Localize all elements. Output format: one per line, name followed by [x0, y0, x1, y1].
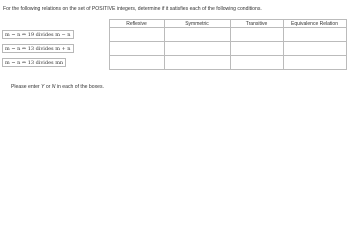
- answer-cell: [230, 28, 283, 42]
- answer-input-row2-symmetric[interactable]: [165, 43, 230, 55]
- table-row: [2, 56, 346, 70]
- answer-input-row3-equivalence[interactable]: [284, 57, 346, 69]
- relation-label-cell: [2, 56, 109, 70]
- answer-cell: [164, 28, 230, 42]
- note-prefix: Please enter: [11, 84, 42, 90]
- column-header-transitive: Transitive: [230, 20, 283, 28]
- answer-cell: [283, 56, 346, 70]
- column-header-equivalence-relation: Equivalence Relation: [283, 20, 346, 28]
- answer-input-row1-reflexive[interactable]: [110, 29, 164, 41]
- answer-input-row2-reflexive[interactable]: [110, 43, 164, 55]
- answer-input-row2-transitive[interactable]: [231, 43, 283, 55]
- relation-label-cell: [2, 28, 109, 42]
- note-suffix: in each of the boxes.: [55, 84, 104, 90]
- header-row: [2, 20, 346, 28]
- answer-cell: [109, 42, 164, 56]
- answer-cell: [164, 42, 230, 56]
- answer-input-row2-equivalence[interactable]: [284, 43, 346, 55]
- relation-label-cell: [2, 42, 109, 56]
- answer-cell: [230, 56, 283, 70]
- relation-label: m ~ n ⇔ 19 divides m − n: [2, 30, 74, 39]
- answer-input-row3-reflexive[interactable]: [110, 57, 164, 69]
- column-header-symmetric: Symmetric: [164, 20, 230, 28]
- relation-label: m ~ n ⇔ 13 divides m + n: [2, 44, 74, 53]
- answer-cell: [109, 28, 164, 42]
- answer-input-row1-transitive[interactable]: [231, 29, 283, 41]
- answer-cell: [230, 42, 283, 56]
- relation-label: m ~ n ⇔ 13 divides mn: [2, 58, 66, 67]
- instructions-text: For the following relations on the set of POSITIVE integers, determine if it satisfies each of the following conditions.: [3, 6, 262, 12]
- header-corner: [2, 20, 109, 28]
- answer-input-row3-transitive[interactable]: [231, 57, 283, 69]
- answer-cell: [164, 56, 230, 70]
- answer-input-row3-symmetric[interactable]: [165, 57, 230, 69]
- table-row: [2, 28, 346, 42]
- entry-note: [11, 84, 104, 90]
- answer-input-row1-symmetric[interactable]: [165, 29, 230, 41]
- note-middle: or: [44, 84, 52, 90]
- relations-table: [2, 19, 347, 70]
- table-row: [2, 42, 346, 56]
- answer-cell: [283, 42, 346, 56]
- answer-cell: [283, 28, 346, 42]
- note-y: Y: [41, 84, 45, 90]
- column-header-reflexive: Reflexive: [109, 20, 164, 28]
- answer-cell: [109, 56, 164, 70]
- note-n: N: [51, 84, 56, 90]
- answer-input-row1-equivalence[interactable]: [284, 29, 346, 41]
